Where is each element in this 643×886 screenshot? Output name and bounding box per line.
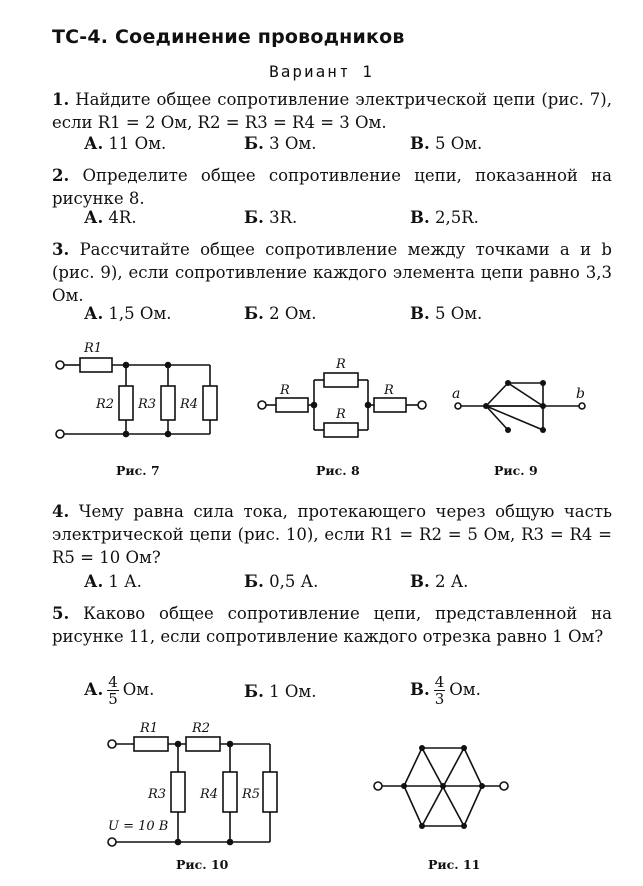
q5-answer-a: А. $\frac{4}{5}$ Ом. bbox=[84, 673, 155, 708]
label-r5: R5 bbox=[242, 787, 261, 802]
figure-8-caption: Рис. 8 bbox=[316, 463, 360, 478]
variant-heading: Вариант 1 bbox=[269, 62, 374, 81]
label-r2: R2 bbox=[96, 397, 115, 412]
resistor-r3 bbox=[171, 772, 185, 812]
figure-7-caption: Рис. 7 bbox=[116, 463, 160, 478]
q5-answer-b: Б. 1 Ом. bbox=[244, 682, 317, 701]
question-text: Каково общее сопротивление цепи, представленной на рисунке 11, если сопротивление каждого отрезка равно 1 Ом? bbox=[52, 604, 612, 646]
label-b: b bbox=[576, 386, 585, 402]
q3-answer-b: Б. 2 Ом. bbox=[244, 304, 317, 323]
terminal bbox=[56, 361, 64, 369]
figure-11-caption: Рис. 11 bbox=[428, 857, 481, 872]
label-r1: R1 bbox=[140, 721, 159, 736]
resistor-r4 bbox=[223, 772, 237, 812]
resistor-r2 bbox=[119, 386, 133, 420]
resistor-r3 bbox=[161, 386, 175, 420]
label-r3: R3 bbox=[148, 787, 167, 802]
q2-answer-b: Б. 3R. bbox=[244, 208, 298, 227]
label-r4: R4 bbox=[180, 397, 199, 412]
terminal bbox=[108, 740, 116, 748]
question-3 bbox=[52, 238, 612, 307]
question-1 bbox=[52, 88, 612, 134]
terminal bbox=[500, 782, 508, 790]
fraction: $\frac{4}{3}$ bbox=[434, 673, 445, 708]
resistor-r-bottom bbox=[324, 423, 358, 437]
q1-answer-a: А. 11 Ом. bbox=[84, 134, 167, 153]
question-text: Чему равна сила тока, протекающего через общую часть электрической цепи (рис. 10), если R1 = R2 = 5 Ом, R3 = R4 = R5 = 10 Ом? bbox=[52, 502, 612, 567]
label-r: R bbox=[384, 383, 394, 398]
question-number: 2. bbox=[52, 166, 70, 185]
q4-answer-b: Б. 0,5 А. bbox=[244, 572, 319, 591]
resistor-r-left bbox=[276, 398, 308, 412]
label-a: a bbox=[452, 386, 461, 402]
figure-9-network bbox=[446, 372, 596, 442]
q4-answer-c: В. 2 А. bbox=[410, 572, 469, 591]
figure-7-circuit bbox=[48, 336, 228, 446]
question-text: Рассчитайте общее сопротивление между точками a и b (рис. 9), если сопротивление каждого элемента цепи равно 3,3 Ом. bbox=[52, 240, 612, 305]
label-voltage: U = 10 В bbox=[108, 819, 169, 834]
figure-10-circuit bbox=[98, 720, 298, 850]
label-r1: R1 bbox=[84, 341, 103, 356]
label-r4: R4 bbox=[200, 787, 219, 802]
question-number: 4. bbox=[52, 502, 70, 521]
label-r2: R2 bbox=[192, 721, 211, 736]
point-a bbox=[455, 403, 461, 409]
page-title: ТС-4. Соединение проводников bbox=[52, 26, 405, 48]
question-5 bbox=[52, 602, 612, 648]
question-number: 3. bbox=[52, 240, 70, 259]
q1-answer-c: В. 5 Ом. bbox=[410, 134, 483, 153]
label-r: R bbox=[280, 383, 290, 398]
q2-answer-a: А. 4R. bbox=[84, 208, 137, 227]
question-2 bbox=[52, 164, 612, 210]
figure-11-hexagon bbox=[366, 738, 516, 838]
q2-answer-c: В. 2,5R. bbox=[410, 208, 479, 227]
terminal bbox=[108, 838, 116, 846]
label-r: R bbox=[336, 407, 346, 422]
resistor-r1 bbox=[80, 358, 112, 372]
label-r: R bbox=[336, 357, 346, 372]
question-4 bbox=[52, 500, 612, 569]
resistor-r1 bbox=[134, 737, 168, 751]
figure-9-caption: Рис. 9 bbox=[494, 463, 538, 478]
question-text: Найдите общее сопротивление электрической цепи (рис. 7), если R1 = 2 Ом, R2 = R3 = R4 = 3 Ом. bbox=[52, 90, 612, 132]
q3-answer-a: А. 1,5 Ом. bbox=[84, 304, 172, 323]
resistor-r4 bbox=[203, 386, 217, 420]
resistor-r5 bbox=[263, 772, 277, 812]
terminal bbox=[56, 430, 64, 438]
q1-answer-b: Б. 3 Ом. bbox=[244, 134, 317, 153]
point-b bbox=[579, 403, 585, 409]
terminal bbox=[418, 401, 426, 409]
terminal bbox=[374, 782, 382, 790]
resistor-r-top bbox=[324, 373, 358, 387]
fraction: $\frac{4}{5}$ bbox=[108, 673, 118, 708]
question-number: 5. bbox=[52, 604, 70, 623]
figure-8-circuit bbox=[244, 352, 440, 444]
question-number: 1. bbox=[52, 90, 70, 109]
question-text: Определите общее сопротивление цепи, показанной на рисунке 8. bbox=[52, 166, 612, 208]
q5-answer-c: В. $\frac{4}{3}$ Ом. bbox=[410, 673, 481, 708]
q3-answer-c: В. 5 Ом. bbox=[410, 304, 483, 323]
figure-10-caption: Рис. 10 bbox=[176, 857, 229, 872]
resistor-r-right bbox=[374, 398, 406, 412]
label-r3: R3 bbox=[138, 397, 157, 412]
q4-answer-a: А. 1 А. bbox=[84, 572, 142, 591]
terminal bbox=[258, 401, 266, 409]
resistor-r2 bbox=[186, 737, 220, 751]
